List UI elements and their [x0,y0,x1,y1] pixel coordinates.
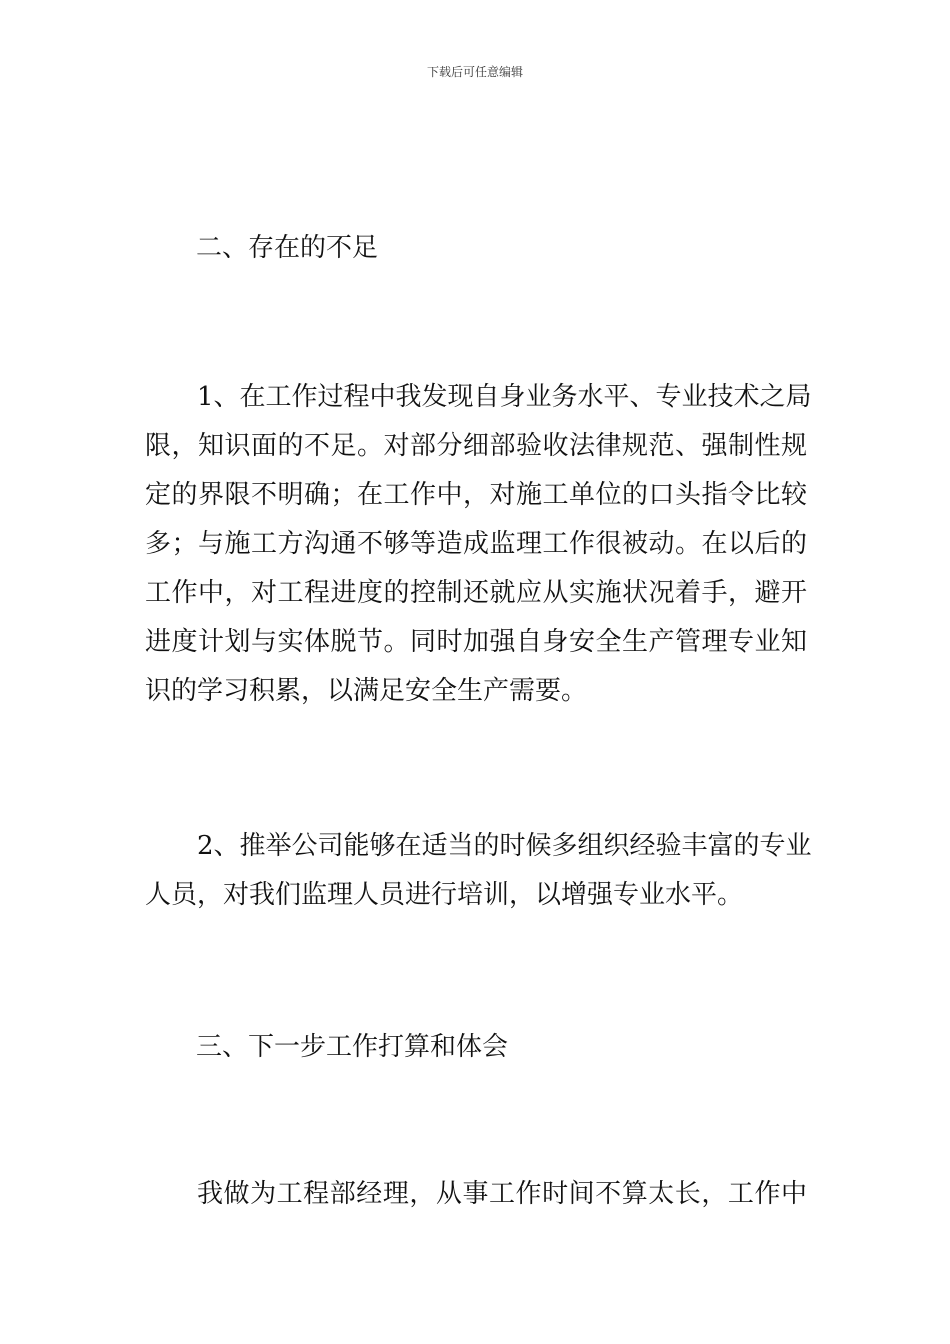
paragraph-line: 多；与施工方沟通不够等造成监理工作很被动。在以后的 [145,529,807,559]
paragraph-section-3 [145,1170,807,1219]
paragraph-item-1 [145,373,812,716]
paragraph-line: 定的界限不明确；在工作中，对施工单位的口头指令比较 [145,480,807,510]
section-heading-next-steps: 三、下一步工作打算和体会 [196,1032,509,1062]
paragraph-line: 2、推举公司能够在适当的时候多组织经验丰富的专业 [197,831,812,861]
paragraph-line: 1、在工作过程中我发现自身业务水平、专业技术之局 [197,382,812,412]
paragraph-line: 限，知识面的不足。对部分细部验收法律规范、强制性规 [145,431,807,461]
paragraph-line: 识的学习积累，以满足安全生产需要。 [145,676,588,706]
paragraph-line: 工作中，对工程进度的控制还就应从实施状况着手，避开 [145,578,807,608]
paragraph-item-2 [145,822,812,920]
section-heading-shortcomings: 二、存在的不足 [196,233,379,263]
paragraph-line: 人员，对我们监理人员进行培训，以增强专业水平。 [145,880,744,910]
paragraph-line: 进度计划与实体脱节。同时加强自身安全生产管理专业知 [145,627,807,657]
paragraph-line: 我做为工程部经理，从事工作时间不算太长，工作中 [197,1179,807,1209]
page-header-note: 下载后可任意编辑 [426,65,523,79]
